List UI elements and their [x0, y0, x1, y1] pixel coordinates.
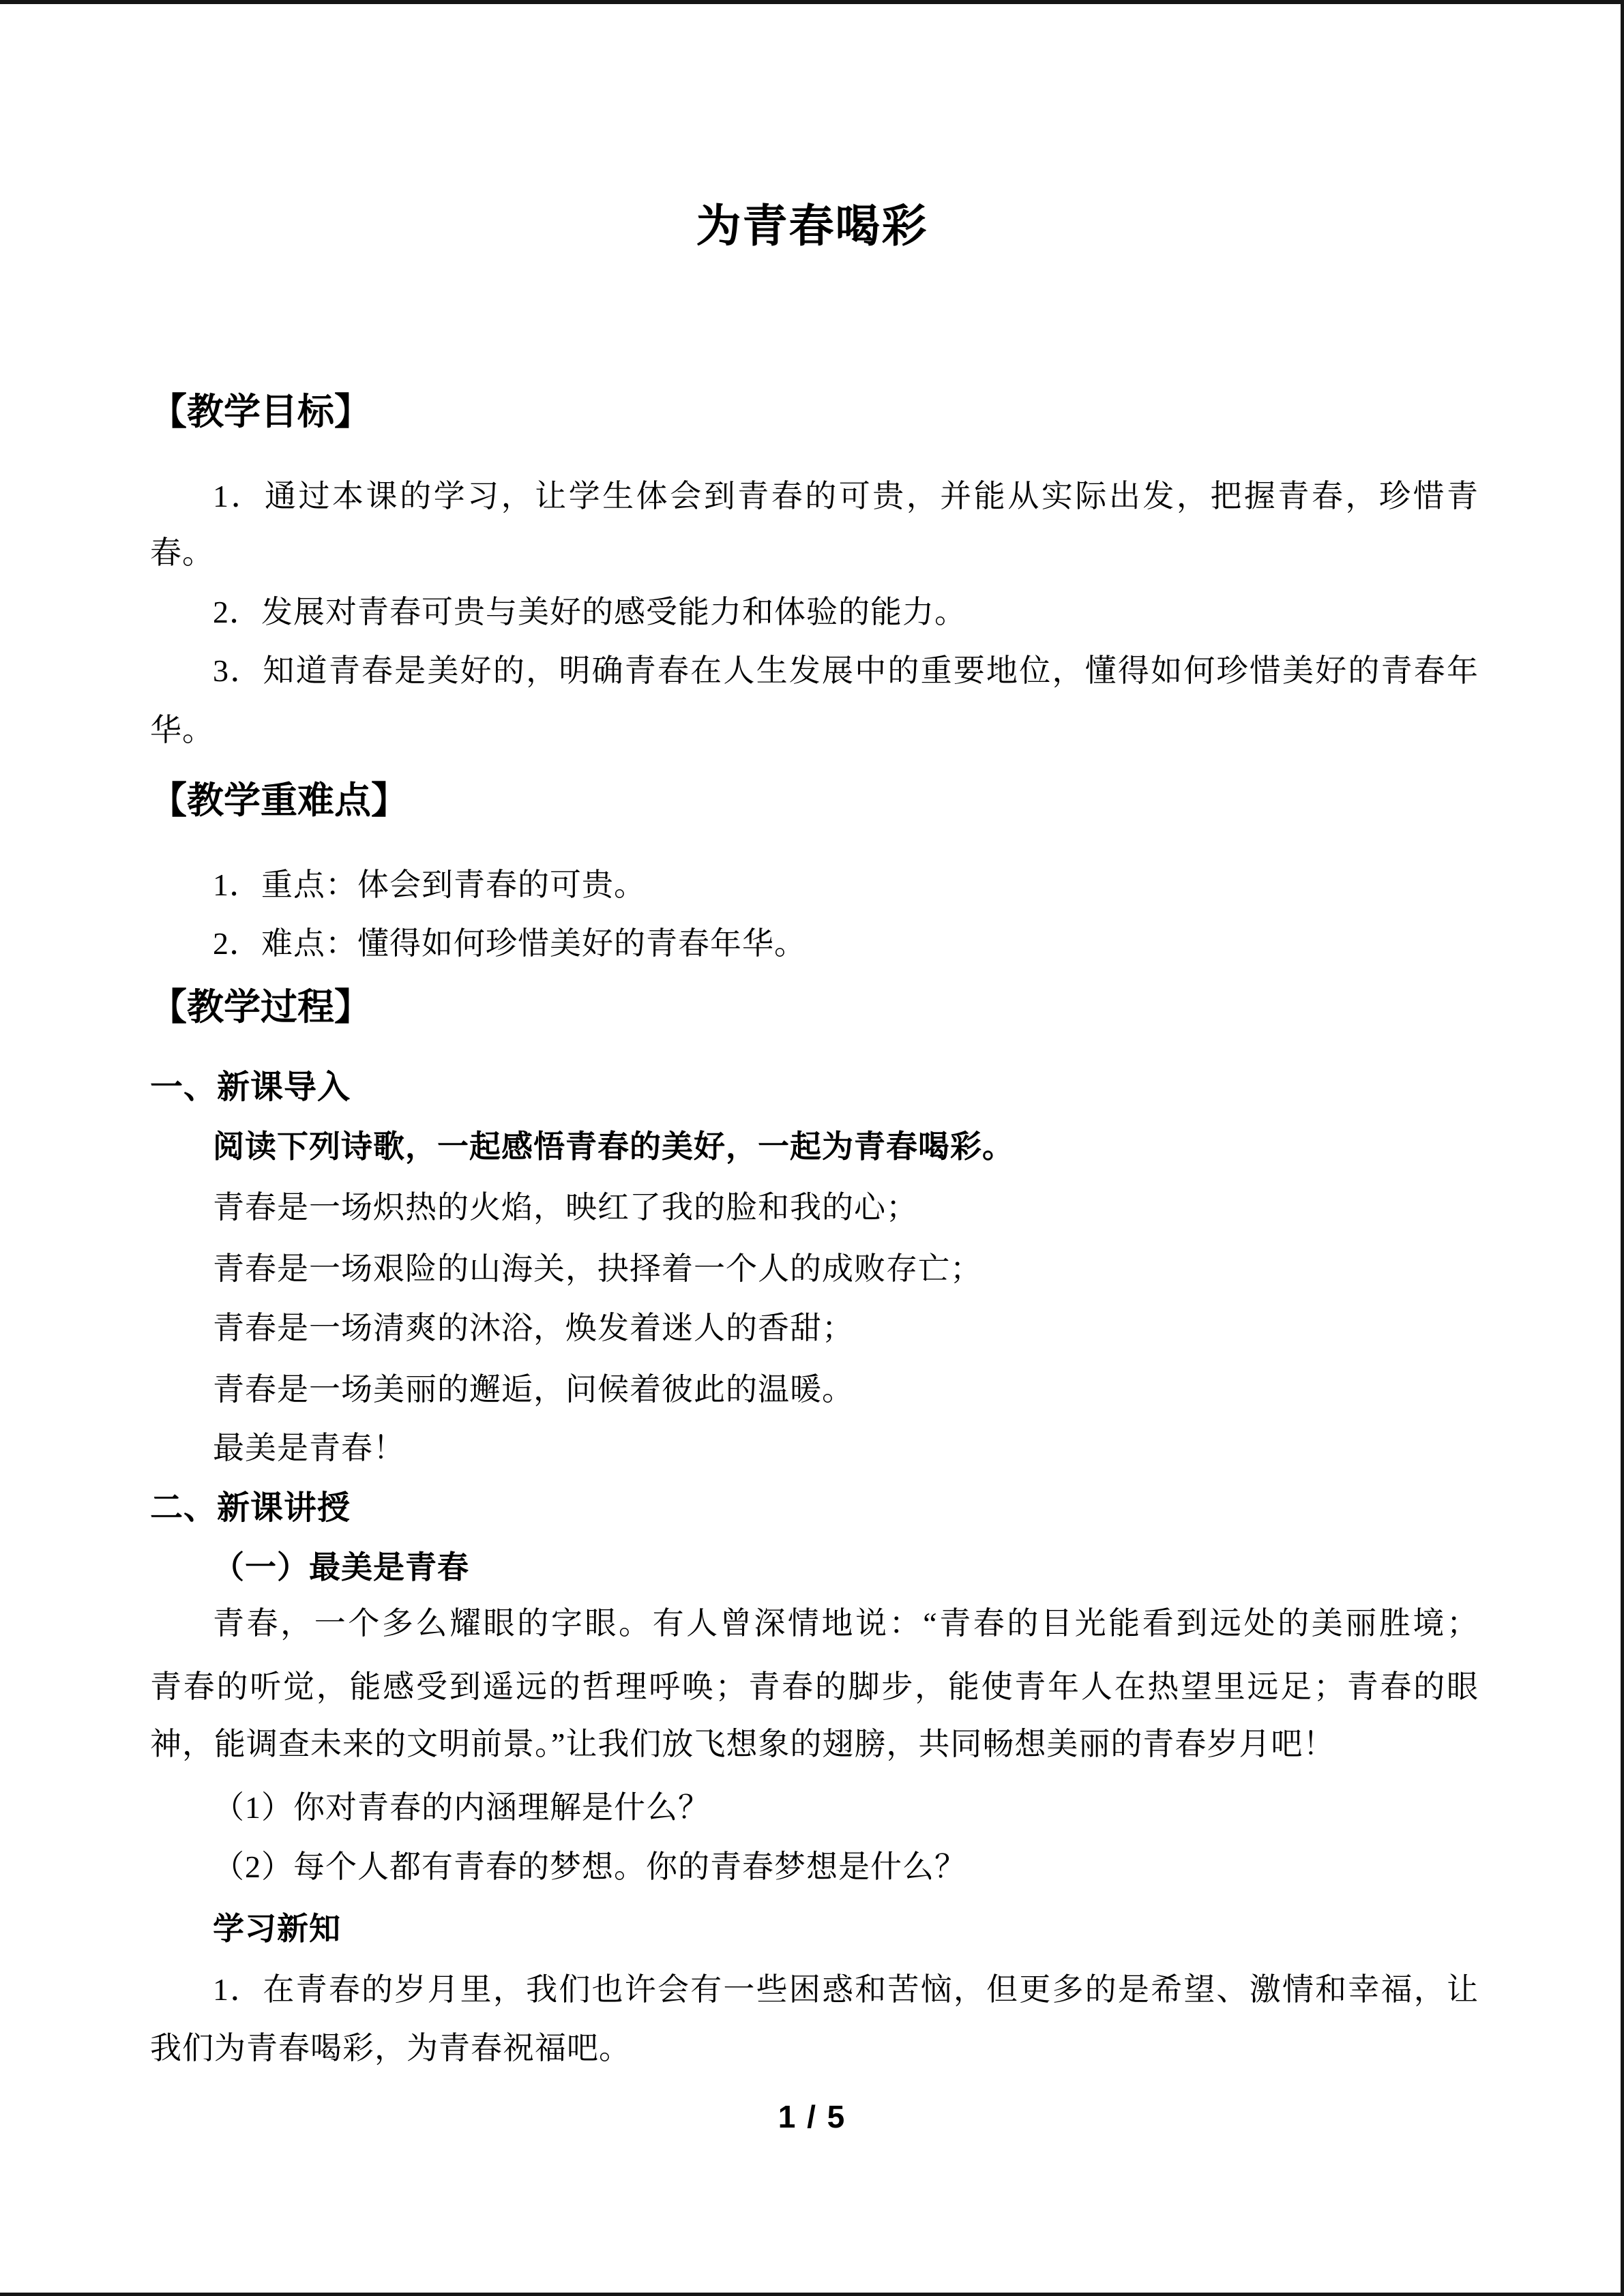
paragraph-1-line-2: 青春的听觉，能感受到遥远的哲理呼唤；青春的脚步，能使青年人在热望里远足；青春的眼 — [150, 1669, 1478, 1704]
paragraph-1-line-3: 神，能调查未来的文明前景。”让我们放飞想象的翅膀，共同畅想美丽的青春岁月吧！ — [150, 1727, 1335, 1761]
poem-line-5: 最美是青春！ — [213, 1431, 405, 1465]
question-2: （2）每个人都有青春的梦想。你的青春梦想是什么？ — [213, 1849, 966, 1884]
objective-3-line-1: 3．知道青春是美好的，明确青春在人生发展中的重要地位，懂得如何珍惜美好的青春年 — [213, 653, 1478, 688]
key-point-2: 2．难点：懂得如何珍惜美好的青春年华。 — [213, 926, 806, 961]
heading-key-difficult-points: 【教学重难点】 — [150, 780, 408, 821]
heading-teaching-objectives: 【教学目标】 — [150, 391, 371, 432]
paragraph-1-line-1: 青春，一个多么耀眼的字眼。有人曾深情地说：“青春的目光能看到远处的美丽胜境； — [213, 1606, 1478, 1641]
objective-1-line-2: 春。 — [150, 535, 214, 570]
section-2-sub-2-heading: 学习新知 — [213, 1911, 341, 1946]
document-title: 为青春喝彩 — [696, 202, 928, 252]
paragraph-2-line-2: 我们为青春喝彩，为青春祝福吧。 — [150, 2031, 631, 2066]
question-1: （1）你对青春的内涵理解是什么？ — [213, 1790, 710, 1825]
objective-2: 2．发展对青春可贵与美好的感受能力和体验的能力。 — [213, 595, 966, 629]
section-1-intro: 阅读下列诗歌，一起感悟青春的美好，一起为青春喝彩。 — [213, 1129, 1014, 1164]
poem-line-2: 青春是一场艰险的山海关，抉择着一个人的成败存亡； — [213, 1251, 982, 1286]
section-1-heading: 一、新课导入 — [150, 1069, 351, 1105]
key-point-1: 1．重点：体会到青春的可贵。 — [213, 867, 646, 902]
objective-1-line-1: 1．通过本课的学习，让学生体会到青春的可贵，并能从实际出发，把握青春，珍惜青 — [213, 479, 1478, 513]
section-2-heading: 二、新课讲授 — [150, 1490, 351, 1526]
objective-3-line-2: 华。 — [150, 713, 214, 747]
poem-line-3: 青春是一场清爽的沐浴，焕发着迷人的香甜； — [213, 1311, 854, 1345]
poem-line-1: 青春是一场炽热的火焰，映红了我的脸和我的心； — [213, 1190, 918, 1225]
paragraph-2-line-1: 1．在青春的岁月里，我们也许会有一些困惑和苦恼，但更多的是希望、激情和幸福，让 — [213, 1972, 1478, 2007]
heading-teaching-process: 【教学过程】 — [150, 987, 371, 1028]
page-top-edge-line — [0, 0, 1624, 4]
page-bottom-edge-line — [0, 2293, 1624, 2296]
poem-line-4: 青春是一场美丽的邂逅，问候着彼此的温暖。 — [213, 1372, 854, 1407]
section-2-sub-1-heading: （一）最美是青春 — [213, 1549, 469, 1585]
page-number-indicator: 1 / 5 — [778, 2099, 846, 2134]
page-right-edge-line — [1621, 3, 1624, 2296]
